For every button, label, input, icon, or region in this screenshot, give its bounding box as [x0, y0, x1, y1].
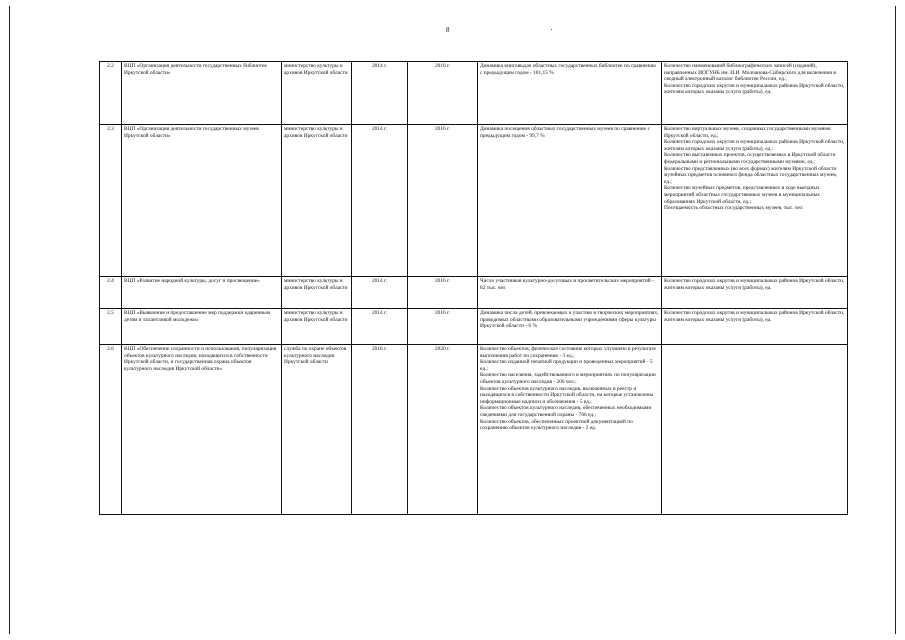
row-number: 2.3 — [100, 125, 122, 277]
indicator-text: Число участников культурно-досуговых и просветительских мероприятий - 82 тыс. чел — [480, 278, 654, 291]
indicators-cell — [478, 277, 662, 309]
end-year: 2016 г. — [408, 125, 478, 277]
indicators-cell — [478, 125, 662, 277]
program-name: ВЦП «Организация деятельности государственных библиотек Иркутской области» — [122, 62, 282, 125]
indicators-cell — [478, 62, 662, 125]
indicator-text: Количество объектов культурного наследия, обеспеченных необходимыми сведениями для государственной охраны - 766 ед.; — [480, 405, 652, 418]
result-text: Количество городских округов и муниципальных районов Иркутской области, жителям которых оказаны услуги (работы), ед. — [664, 82, 845, 96]
result-text: Количество виртуальных музеев, созданных государственными музеями Иркутской области, ед.; — [664, 126, 831, 139]
results-cell — [662, 309, 848, 345]
table-row — [100, 125, 848, 277]
table-row — [100, 345, 848, 515]
start-year: 2014 г. — [352, 125, 408, 277]
program-name: ВЦП «Развитие народной культуры, досуг и просвещение» — [122, 277, 282, 309]
executor: служба по охране объектов культурного наследия Иркутской области — [282, 345, 352, 515]
indicator-text: Количество изданной печатной продукции и проведенных мероприятий - 5 ед.; — [480, 359, 653, 372]
table-row — [100, 309, 848, 345]
program-table — [99, 61, 848, 515]
result-text: Количество выставочных проектов, осуществляемых в Иркутской области федеральными и региональными государственными музеями, ед.; — [664, 152, 836, 165]
executor: министерство культуры и архивов Иркутской области — [282, 277, 352, 309]
result-text: Количество городских округов и муниципальных районов Иркутской области, жителям которых оказаны услуги (работы), ед.; — [664, 139, 845, 152]
start-year: 2014 г. — [352, 309, 408, 345]
indicator-text: Динамика числа детей, привлекаемых к участию в творческих мероприятиях, проводимых областными образовательными учреждениями сферы культуры Иркутской области - 6 % — [480, 310, 659, 330]
indicator-text: Количество объектов культурного наследия, включенных в реестр и находящихся в собственности Иркутской области, на которые установлены информационные надписи и обозначения - 5 ед.; — [480, 385, 654, 405]
row-number: 2.2 — [100, 62, 122, 125]
results-cell — [662, 125, 848, 277]
result-text: Количество наименований библиографических записей (изданий), направленных ИОГУНБ им. И.И. Молчанова-Сибирского для включения в сводный электронный каталог библиотек России, ед.; — [664, 63, 836, 83]
page-number: 8 — [446, 26, 450, 34]
end-year: 2016 г. — [408, 277, 478, 309]
executor: министерство культуры и архивов Иркутской области — [282, 62, 352, 125]
results-cell — [662, 345, 848, 515]
program-name: ВЦП «Выявление и предоставление мер поддержки одаренным детям и талантливой молодежи» — [122, 309, 282, 345]
row-number: 2.6 — [100, 345, 122, 515]
results-cell — [662, 62, 848, 125]
end-year: 2020 г. — [408, 345, 478, 515]
executor: министерство культуры и архивов Иркутской области — [282, 125, 352, 277]
executor: министерство культуры и архивов Иркутской области — [282, 309, 352, 345]
row-number: 2.5 — [100, 309, 122, 345]
result-text: Количество музейных предметов, представленных в ходе выездных мероприятий областных государственных музеев в муниципальных образованиях Иркутской области, ед.; — [664, 185, 820, 205]
program-name: ВЦП «Обеспечение сохранности и использования, популяризация объектов культурного наследия, находящихся в собственности Иркутской области, и государственная охрана объектов культурного наследия Иркутской области» — [122, 345, 282, 515]
result-text: Посещаемость областных государственных музеев, тыс. чел — [664, 205, 803, 212]
end-year: 2016 г. — [408, 62, 478, 125]
indicator-text: Динамика книговыдач областных государственных библиотек по сравнению с предыдущим годом - 101,15 % — [480, 63, 657, 76]
results-cell — [662, 277, 848, 309]
start-year: 2016 г. — [352, 345, 408, 515]
scan-speck — [551, 29, 552, 30]
indicators-cell — [478, 345, 662, 515]
end-year: 2016 г. — [408, 309, 478, 345]
indicator-text: Количество объектов, обеспеченных проектной документацией по сохранению объектов культурного наследия - 2 ед. — [480, 418, 633, 432]
result-text: Количество городских округов и муниципальных районов Иркутской области, жителям которых оказаны услуги (работы), ед. — [664, 310, 845, 323]
result-text: Количество городских округов и муниципальных районов Иркутской области, жителям которых оказаны услуги (работы), ед. — [664, 278, 845, 291]
start-year: 2014 г. — [352, 277, 408, 309]
indicator-text: Динамика посещения областных государственных музеев по сравнению с предыдущим годом - 99,7 % — [480, 126, 650, 139]
row-number: 2.4 — [100, 277, 122, 309]
indicator-text: Количество объектов, физическое состояние которых улучшено в результате выполнения работ по сохранению - 3 ед.; — [480, 346, 656, 359]
indicator-text: Количество населения, задействованного в мероприятиях по популяризации объектов культурного наследия - 200 чел.; — [480, 372, 656, 385]
indicators-cell — [478, 309, 662, 345]
table-row — [100, 277, 848, 309]
start-year: 2014 г. — [352, 62, 408, 125]
program-name: ВЦП «Организация деятельности государственных музеев Иркутской области» — [122, 125, 282, 277]
table-row — [100, 62, 848, 125]
result-text: Количество представленных (во всех формах) жителям Иркутской области музейных предметов основного фонда областных государственных музеев, ед.; — [664, 165, 838, 185]
